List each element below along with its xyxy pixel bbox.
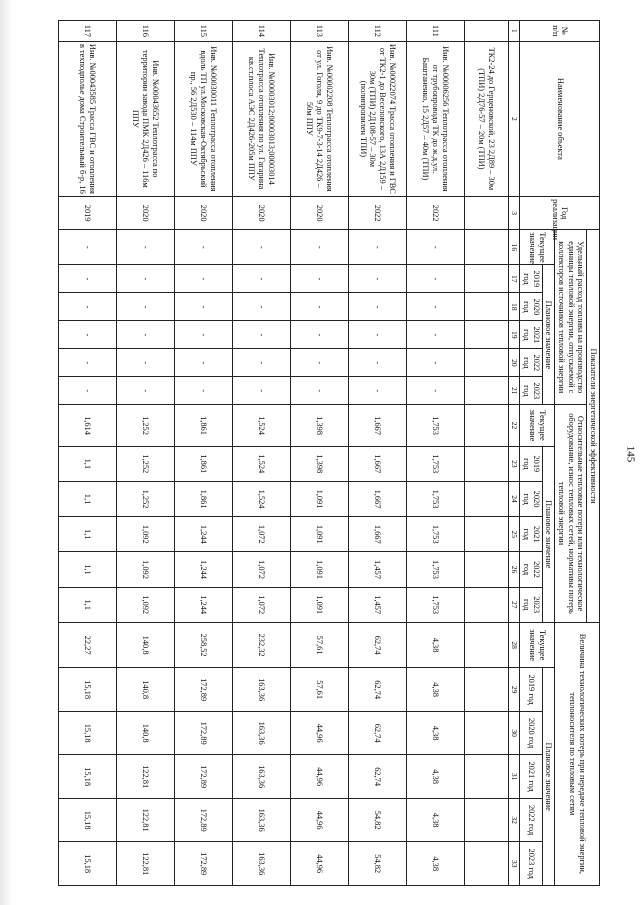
year-header: 2023 год [520,842,542,886]
year-header: 2023 год [520,587,542,622]
value-cell: 1,753 [406,446,464,481]
value-cell: 1,072 [232,517,290,552]
value-cell: 1,1 [58,587,116,622]
value-cell: 1,1 [58,446,116,481]
value-cell [464,377,508,405]
year-header: 2019 год [520,446,542,481]
col-index: 24 [508,481,520,516]
value-cell: - [406,230,464,265]
value-cell: 1,252 [116,405,174,446]
value-cell: 1,524 [232,481,290,516]
value-cell: 54,82 [348,798,406,842]
value-cell: 1,861 [174,481,232,516]
header-plan-3: Плановое значение [542,668,555,886]
col-index: 25 [508,517,520,552]
year-header: 2020 год [520,481,542,516]
value-cell: 163,36 [232,668,290,712]
value-cell: 140,8 [116,622,174,668]
value-cell: 1,861 [174,405,232,446]
col-index: 17 [508,265,520,293]
header-plan-2: Плановое значение [542,446,555,622]
table-row [406,21,464,886]
scan-margin [0,0,14,905]
row-number-cell: 115 [174,21,232,42]
table-body [58,21,508,886]
col-index: 30 [508,711,520,755]
col-index: 26 [508,552,520,587]
col-index: 3 [508,197,520,230]
value-cell: 1,667 [348,517,406,552]
value-cell: 1,1 [58,552,116,587]
value-cell: 258,52 [174,622,232,668]
value-cell: - [232,377,290,405]
table-row [464,21,508,886]
row-number-cell: 112 [348,21,406,42]
value-cell: 122,81 [116,842,174,886]
value-cell: 1,524 [232,446,290,481]
value-cell: - [116,230,174,265]
header-group3: Величина технологических потерь при передаче тепловой энергии, теплоносителя по тепловым сетям [555,622,600,885]
value-cell: 4,38 [406,668,464,712]
value-cell: 172,89 [174,842,232,886]
value-cell: 1,667 [348,405,406,446]
row-number-cell: 117 [58,21,116,42]
value-cell [464,587,508,622]
year-header: 2020 год [520,711,542,755]
value-cell: - [174,349,232,377]
value-cell: 4,38 [406,622,464,668]
year-cell: 2020 [116,197,174,230]
value-cell: - [116,293,174,321]
value-cell: 15,18 [58,755,116,799]
year-cell [464,197,508,230]
header-year: Год реализации [520,197,600,230]
value-cell: 163,36 [232,798,290,842]
value-cell [464,293,508,321]
value-cell: 1,092 [116,587,174,622]
value-cell [464,711,508,755]
value-cell: - [406,265,464,293]
year-cell: 2020 [232,197,290,230]
object-name-cell: Инв. №00006256 Теплотрасса отопления от трубопровода ТК до ж.д.ул. Баштаненко, 15 2Д57 – 40м (ТПИ) [406,41,464,196]
value-cell: 15,18 [58,842,116,886]
value-cell [464,265,508,293]
value-cell: - [174,293,232,321]
value-cell: 232,32 [232,622,290,668]
value-cell: 4,38 [406,711,464,755]
col-index: 21 [508,377,520,405]
value-cell: 1,072 [232,587,290,622]
object-name-cell: Инв. №00022074 Трасса отопления и ГВС от ТК2-1 до Веселовского, 13А 2Д159 – 30м (ТПИ) 2Д108-57 – 30м (полипропилен ТПИ) [348,41,406,196]
value-cell: 44,96 [290,711,348,755]
value-cell [464,517,508,552]
year-cell: 2020 [290,197,348,230]
year-header: 2019 год [520,265,542,293]
value-cell [464,405,508,446]
value-cell: 1,244 [174,517,232,552]
header-plan-1: Плановое значение [542,265,555,405]
header-group2a: Относительные тепловые потери или технологическое оборудование, износ тепловых сетей, нормативы потерь тепловой энергии [555,405,587,623]
value-cell: 57,61 [290,668,348,712]
value-cell: - [406,293,464,321]
value-cell [464,668,508,712]
value-cell: 22,27 [58,622,116,668]
value-cell: - [58,265,116,293]
value-cell: 4,38 [406,842,464,886]
value-cell: 15,18 [58,711,116,755]
year-header: 2022 год [520,552,542,587]
value-cell: - [232,230,290,265]
value-cell: - [406,321,464,349]
year-cell: 2022 [348,197,406,230]
col-index: 20 [508,349,520,377]
value-cell: - [58,293,116,321]
value-cell: - [174,321,232,349]
col-index: 32 [508,798,520,842]
value-cell [464,552,508,587]
value-cell: 1,667 [348,481,406,516]
value-cell: 172,89 [174,668,232,712]
value-cell: 1,092 [116,517,174,552]
value-cell: 1,091 [290,517,348,552]
col-index: 2 [508,41,520,196]
col-index: 27 [508,587,520,622]
value-cell: 163,36 [232,842,290,886]
year-header: 2022 год [520,349,542,377]
value-cell: 1,092 [116,552,174,587]
value-cell [464,842,508,886]
object-name-cell: ТК2-24 до Герценовской, 23 2Д89 – 30м (ТПИ) 2Д76-57 – 20м (ТПИ) [464,41,508,196]
value-cell [464,755,508,799]
value-cell: - [290,349,348,377]
value-cell: 44,96 [290,755,348,799]
value-cell: - [58,349,116,377]
value-cell: 140,8 [116,711,174,755]
value-cell: 1,753 [406,552,464,587]
value-cell: - [290,293,348,321]
value-cell [464,446,508,481]
column-index-row [508,21,520,886]
value-cell: 172,89 [174,798,232,842]
value-cell: - [348,230,406,265]
col-index: 22 [508,405,520,446]
value-cell: - [116,321,174,349]
row-number-cell: 116 [116,21,174,42]
header-current-1: Текущее значение [520,230,555,265]
value-cell: 15,18 [58,668,116,712]
table-row [174,21,232,886]
value-cell: 1,252 [116,481,174,516]
value-cell [464,481,508,516]
table-area [20,20,640,879]
value-cell: 163,36 [232,711,290,755]
table-row [348,21,406,886]
value-cell: - [290,377,348,405]
object-name-cell: Инв. №00002208 Теплотрасса отопления от ул. Гоголя, 9 до ТК9-7-3-14 2Д426 – 50м ППУ [290,41,348,196]
header-num: № п/п [520,21,600,42]
value-cell: 1,091 [290,481,348,516]
year-cell: 2019 [58,197,116,230]
value-cell [464,798,508,842]
col-index: 29 [508,668,520,712]
value-cell: - [58,230,116,265]
col-index: 31 [508,755,520,799]
year-header: 2021 год [520,321,542,349]
row-number-cell: 114 [232,21,290,42]
value-cell: 1,1 [58,517,116,552]
value-cell: 1,753 [406,517,464,552]
value-cell: 4,38 [406,755,464,799]
year-header: 2021 год [520,755,542,799]
value-cell: 62,74 [348,711,406,755]
value-cell: 44,96 [290,798,348,842]
value-cell: - [348,265,406,293]
col-index: 28 [508,622,520,668]
value-cell: 1,457 [348,552,406,587]
value-cell: 1,091 [290,587,348,622]
value-cell: - [290,230,348,265]
value-cell: - [348,321,406,349]
page-number: 145 [624,445,637,463]
value-cell: 1,244 [174,587,232,622]
value-cell [464,622,508,668]
value-cell: 172,89 [174,711,232,755]
object-name-cell: Инв. №00003012;00003013;00003014 Теплотрасса отопления по ул. Гагарина кв.ст.плоса АЭС 2Д426-205м ППУ [232,41,290,196]
value-cell: 62,74 [348,668,406,712]
value-cell: 15,18 [58,798,116,842]
table-row [116,21,174,886]
efficiency-table [58,20,600,886]
object-name-cell: Инв. №00043652 Теплотрасса по территории завода ПМК 2Д426 – 116м ППУ [116,41,174,196]
value-cell: - [174,230,232,265]
value-cell: 1,614 [58,405,116,446]
value-cell: 1,398 [290,405,348,446]
value-cell: 1,753 [406,405,464,446]
row-number-cell [464,21,508,42]
value-cell: 62,74 [348,622,406,668]
value-cell [464,349,508,377]
value-cell: - [232,265,290,293]
col-index: 19 [508,321,520,349]
rotated-table-container [20,20,600,886]
row-number-cell: 111 [406,21,464,42]
value-cell: - [232,293,290,321]
value-cell: - [348,293,406,321]
value-cell: - [116,377,174,405]
col-index: 1 [508,21,520,42]
value-cell: 1,861 [174,446,232,481]
value-cell: - [58,321,116,349]
value-cell: - [116,349,174,377]
col-index: 33 [508,842,520,886]
value-cell: 1,072 [232,552,290,587]
col-index: 23 [508,446,520,481]
value-cell: 1,457 [348,587,406,622]
header-current-2: Текущее значение [520,405,555,446]
object-name-cell: Инв. №00030011 Теплотрасса отопления вдоль ТП ул.Московская-Октябрьский пр., 56 2Д530 – 114м ППУ [174,41,232,196]
value-cell: 1,753 [406,587,464,622]
value-cell: 1,252 [116,446,174,481]
object-name-cell: Инв. №00043585 Трасса ГВС и отопления в техподполье дома Строительный б-р, 16 [58,41,116,196]
value-cell: - [116,265,174,293]
value-cell [464,321,508,349]
header-group1: Удельный расход топлива на производство единицы тепловой энергии, отпускаемой с коллекторов источников тепловой энергии [555,230,587,405]
year-header: 2022 год [520,798,542,842]
value-cell: - [174,265,232,293]
col-index: 16 [508,230,520,265]
header-name: Наименование объекта [520,41,600,196]
value-cell: - [58,377,116,405]
year-header: 2019 год [520,668,542,712]
value-cell: 1,091 [290,552,348,587]
table-row [290,21,348,886]
value-cell: 57,61 [290,622,348,668]
table-row [58,21,116,886]
value-cell: 1,244 [174,552,232,587]
value-cell: 163,36 [232,755,290,799]
value-cell: 1,753 [406,481,464,516]
value-cell [464,230,508,265]
year-cell: 2020 [174,197,232,230]
value-cell: 1,398 [290,446,348,481]
value-cell: - [348,349,406,377]
value-cell: 140,8 [116,668,174,712]
value-cell: 122,81 [116,798,174,842]
value-cell: 1,667 [348,446,406,481]
value-cell: 62,74 [348,755,406,799]
value-cell: - [232,349,290,377]
value-cell: 172,89 [174,755,232,799]
value-cell: - [232,321,290,349]
value-cell: 4,38 [406,798,464,842]
year-header: 2023 год [520,377,542,405]
header-group2: Показатели энергетической эффективности [587,230,600,623]
value-cell: - [406,349,464,377]
year-header: 2021 год [520,517,542,552]
value-cell: 54,82 [348,842,406,886]
value-cell: - [348,377,406,405]
row-number-cell: 113 [290,21,348,42]
col-index: 18 [508,293,520,321]
value-cell: - [174,377,232,405]
year-header: 2020 год [520,293,542,321]
year-cell: 2022 [406,197,464,230]
value-cell: - [290,265,348,293]
table-row [232,21,290,886]
value-cell: 1,1 [58,481,116,516]
value-cell: - [406,377,464,405]
value-cell: 122,81 [116,755,174,799]
value-cell: 1,524 [232,405,290,446]
header-current-3: Текущее значение [520,622,555,668]
value-cell: - [290,321,348,349]
value-cell: 44,96 [290,842,348,886]
